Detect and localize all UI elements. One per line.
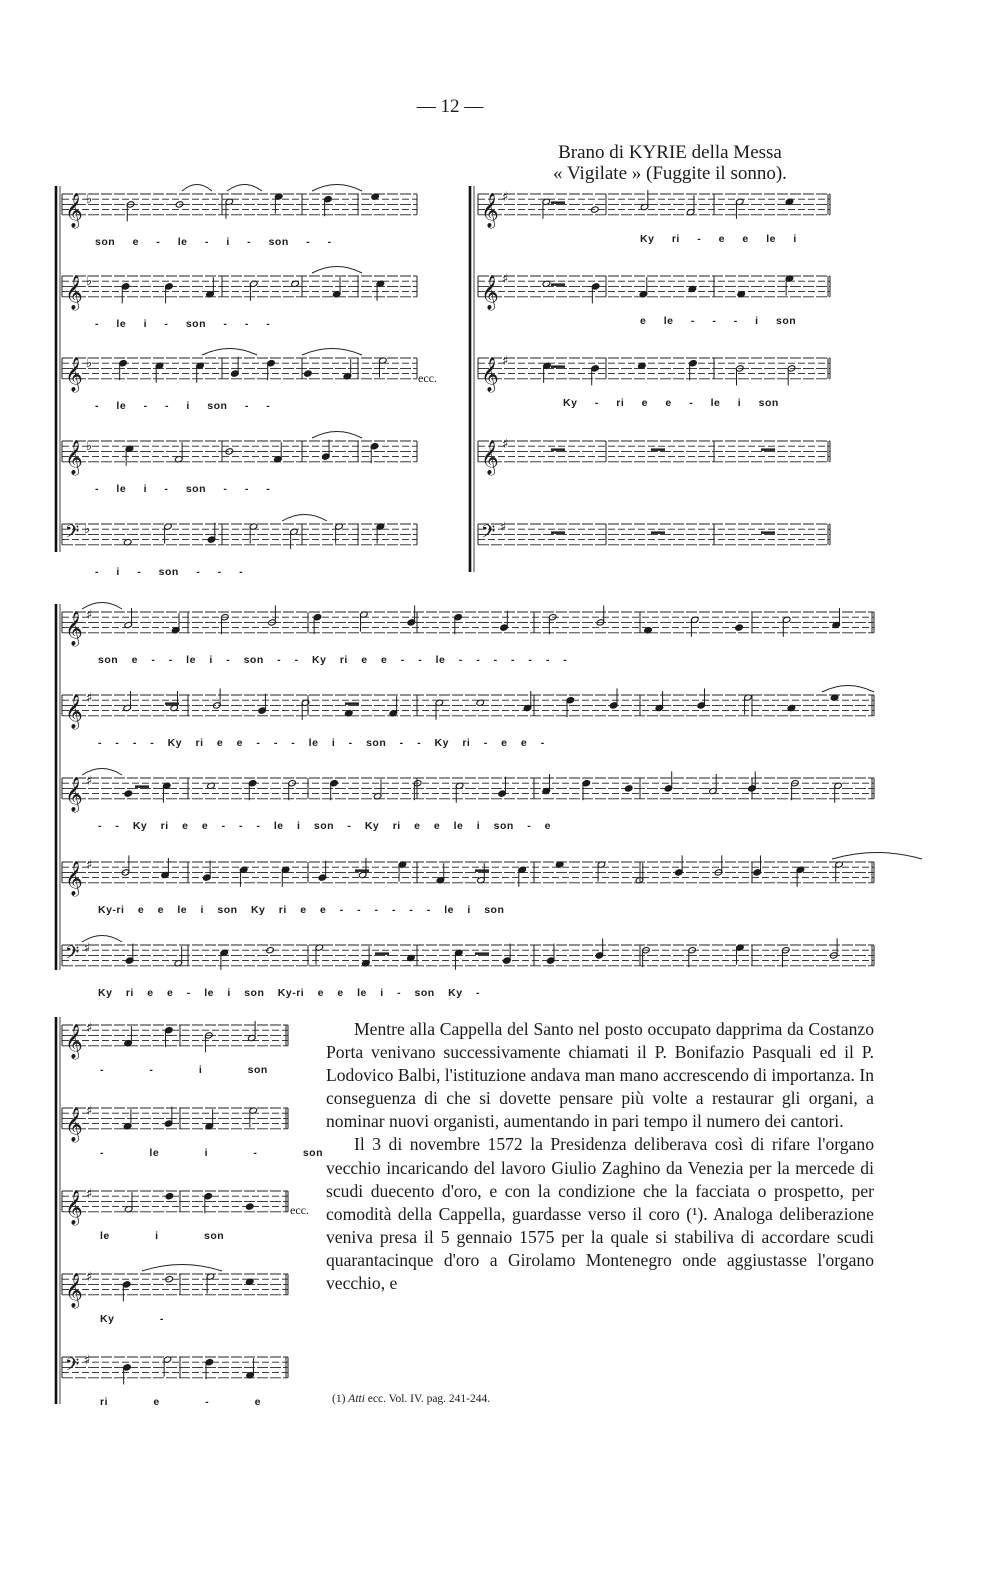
treble-clef: 𝄞: [481, 356, 499, 392]
note: [124, 790, 133, 797]
body-paragraph-2: Il 3 di novembre 1572 la Presidenza deliberava così di rifare l'organo vecchio incaricando del lavoro Giulio Zaghino da Venezia per la mercede di scudi duecento d'oro, e con la condizione che la facciata o prospetto, per comodità della Cappella, guardasse verso il coro (¹). Analoga deliberazione veniva presa il 5 gennaio 1575 per la quale si stabiliva di accordare scudi quarantacinque d'oro a Girolamo Montenegro onde aggiustasse l'organo vecchio, e: [326, 1134, 874, 1294]
bass-clef: 𝄢: [65, 521, 80, 547]
sharp-sign: ♯: [502, 272, 509, 287]
lyric-line: Ky ri - e e le i: [640, 233, 797, 245]
lyric-line: - - - - Ky ri e e - - - le i - son - - Ky ri - e e -: [98, 737, 545, 749]
lyric-line: - le i - son - - -: [95, 483, 271, 495]
note: [624, 785, 633, 792]
lyric-line: Ky - ri e e - le i son: [563, 397, 779, 409]
whole-rest: [651, 531, 665, 534]
whole-rest: [355, 869, 369, 872]
body-text: [326, 1018, 874, 1295]
treble-clef: 𝄞: [65, 610, 83, 646]
flat-sign: ♭: [86, 274, 93, 289]
whole-rest: [375, 952, 389, 955]
sharp-sign: ♯: [86, 858, 93, 873]
flat-sign: ♭: [84, 522, 91, 537]
whole-rest: [761, 531, 775, 534]
lyric-line: - le i - son - - -: [95, 318, 271, 330]
sharp-sign: ♯: [86, 608, 93, 623]
lyric-line: son e - - le i - son - - Ky ri e e - - le - - - - - - -: [98, 654, 568, 666]
treble-clef: 𝄞: [481, 274, 499, 310]
footnote-text: ecc. Vol. IV. pag. 241-244.: [367, 1393, 491, 1405]
whole-rest: [551, 201, 565, 204]
slur: [282, 515, 327, 522]
note: [165, 1276, 174, 1283]
lyric-line: Ky -: [100, 1313, 164, 1325]
lyric-line: e le - - - i son: [640, 315, 797, 327]
sharp-sign: ♯: [502, 354, 509, 369]
page-number: — 12 —: [416, 96, 484, 117]
whole-rest: [761, 448, 775, 451]
lyric-line: le i son: [100, 1230, 225, 1242]
whole-rest: [165, 702, 179, 705]
slur: [312, 432, 362, 439]
note: [735, 624, 744, 631]
sharp-sign: ♯: [84, 941, 91, 956]
treble-clef: 𝄞: [65, 860, 83, 896]
lyric-line: - i - son - - -: [95, 566, 244, 578]
whole-rest: [475, 869, 489, 872]
whole-rest: [475, 952, 489, 955]
body-paragraph-1: Mentre alla Cappella del Santo nel posto occupato dapprima da Costanzo Porta venivano successivamente chiamati il P. Bonifazio Pasquali ed il P. Lodovico Balbi, l'istituzione andava man mano accrescendo di importanza. In conseguenza di che si dovette pensare più volte a restaurar gli organi, a nominar nuovi organisti, aumentando in pari tempo il numero dei cantori.: [326, 1019, 874, 1132]
slur: [822, 686, 874, 693]
treble-clef: 𝄞: [65, 776, 83, 812]
slur: [202, 349, 257, 356]
lyric-line: - le - - i son - -: [95, 400, 271, 412]
flat-sign: ♭: [86, 356, 93, 371]
excerpt-title-line1: Brano di KYRIE della Messa: [558, 142, 782, 163]
treble-clef: 𝄞: [65, 274, 83, 310]
sharp-sign: ♯: [86, 1021, 93, 1036]
sharp-sign: ♯: [86, 691, 93, 706]
lyric-line: - - Ky ri e e - - - le i son - Ky ri e e le i son - e: [98, 820, 551, 832]
sharp-sign: ♯: [86, 1270, 93, 1285]
whole-rest: [551, 283, 565, 286]
treble-clef: 𝄞: [65, 1106, 83, 1142]
whole-rest: [551, 531, 565, 534]
whole-rest: [135, 785, 149, 788]
ecc-label: ecc.: [290, 1203, 309, 1217]
treble-clef: 𝄞: [65, 1189, 83, 1225]
lyric-line: - le i - son: [100, 1147, 324, 1159]
treble-clef: 𝄞: [481, 439, 499, 475]
ecc-label: ecc.: [418, 371, 437, 385]
note: [225, 448, 234, 455]
lyric-line: - - i son: [100, 1064, 268, 1076]
sharp-sign: ♯: [502, 437, 509, 452]
slur: [142, 1265, 222, 1272]
slur: [182, 185, 212, 192]
note: [245, 1203, 254, 1210]
flat-sign: ♭: [86, 192, 93, 207]
sharp-sign: ♯: [502, 190, 509, 205]
treble-clef: 𝄞: [65, 1272, 83, 1308]
lyric-line: son e - le - i - son - -: [95, 236, 332, 248]
treble-clef: 𝄞: [481, 192, 499, 228]
sharp-sign: ♯: [84, 1353, 91, 1368]
note: [304, 370, 313, 377]
footnote-marker: (1): [332, 1393, 346, 1405]
sharp-sign: ♯: [86, 1187, 93, 1202]
sharp-sign: ♯: [500, 520, 507, 535]
note: [266, 947, 275, 954]
treble-clef: 𝄞: [65, 693, 83, 729]
note: [165, 1193, 174, 1200]
lyric-line: ri e - e: [100, 1396, 261, 1408]
treble-clef: 𝄞: [65, 356, 83, 392]
bass-clef: 𝄢: [65, 942, 80, 968]
slur: [832, 853, 922, 860]
lyric-line: Ky-ri e e le i son Ky ri e e - - - - - - le i son: [98, 904, 505, 916]
sharp-sign: ♯: [86, 774, 93, 789]
slur: [312, 185, 362, 192]
slur: [302, 349, 362, 356]
bass-clef: 𝄢: [481, 521, 496, 547]
flat-sign: ♭: [86, 439, 93, 454]
lyric-line: Ky ri e e - le i son Ky-ri e e le i - son Ky -: [98, 987, 480, 999]
sharp-sign: ♯: [86, 1104, 93, 1119]
treble-clef: 𝄞: [65, 439, 83, 475]
whole-rest: [551, 448, 565, 451]
footnote-title: Atti: [348, 1393, 365, 1405]
treble-clef: 𝄞: [65, 1023, 83, 1059]
treble-clef: 𝄞: [65, 192, 83, 228]
slur: [312, 267, 362, 274]
slur: [227, 185, 262, 192]
bass-clef: 𝄢: [65, 1354, 80, 1380]
whole-rest: [651, 448, 665, 451]
whole-rest: [551, 365, 565, 368]
footnote: [332, 1393, 490, 1405]
excerpt-title-line2: « Vigilate » (Fuggite il sonno).: [553, 163, 787, 184]
whole-rest: [345, 702, 359, 705]
